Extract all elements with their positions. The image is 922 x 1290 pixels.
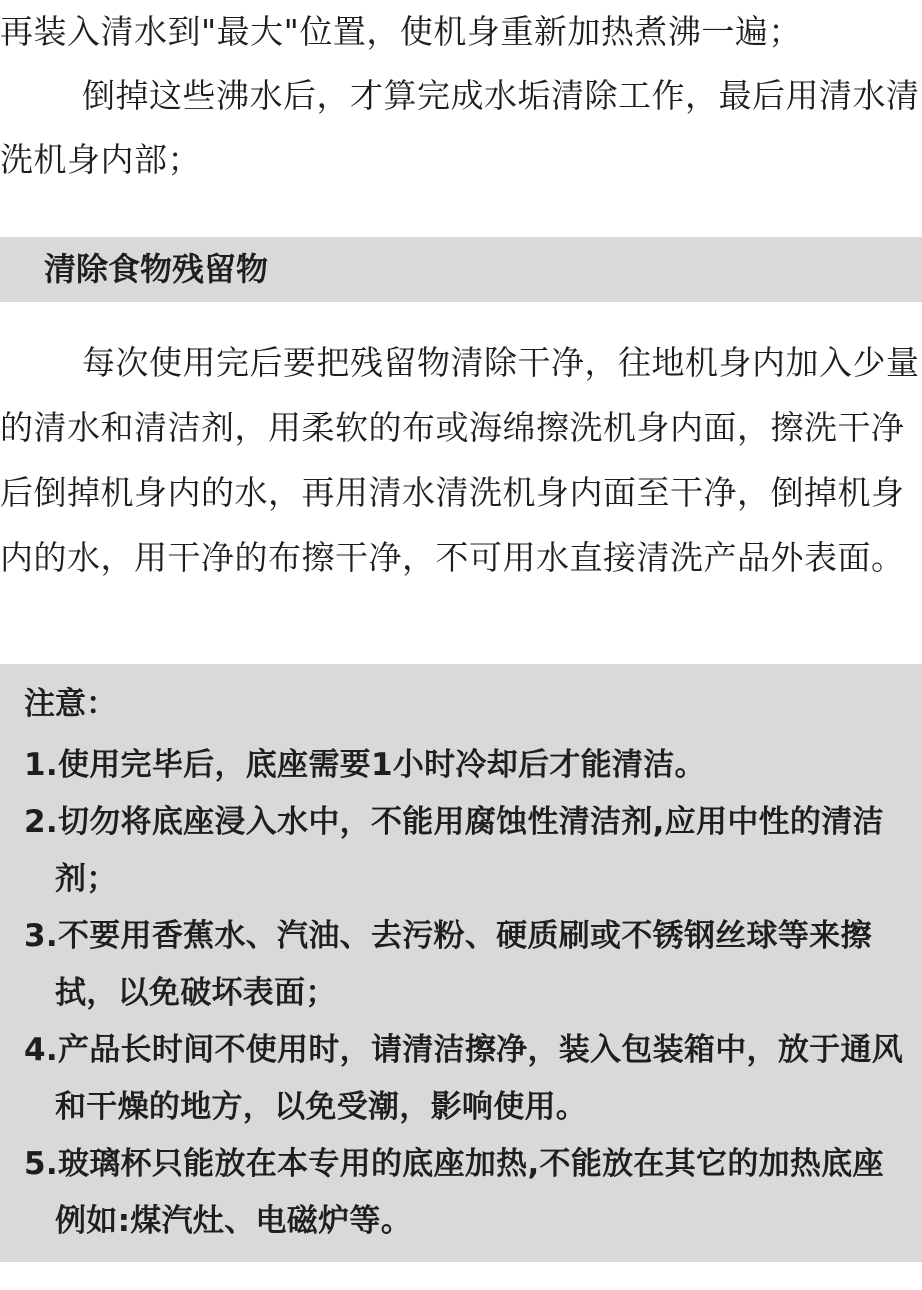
- notice-item: 4.产品长时间不使用时，请清洁擦净，装入包装箱中，放于通风和干燥的地方，以免受潮，影响使用。: [24, 1032, 904, 1125]
- notice-item: 5.玻璃杯只能放在本专用的底座加热,不能放在其它的加热底座例如:煤汽灶、电磁炉等。: [24, 1146, 884, 1239]
- section-title: 清除食物残留物: [44, 250, 269, 288]
- notice-item: 3.不要用香蕉水、汽油、去污粉、硬质刷或不锈钢丝球等来擦拭，以免破坏表面；: [24, 918, 872, 1011]
- section-body-paragraph: 每次使用完后要把残留物清除干净，往地机身内加入少量的清水和清洁剂，用柔软的布或海绵擦洗机身内面，擦洗干净后倒掉机身内的水，再用清水清洗机身内面至干净，倒掉机身内的水，用干净的布擦干净，不可用水直接清洗产品外表面。: [0, 343, 920, 577]
- notice-panel: [0, 664, 922, 1262]
- intro-line: 再装入清水到"最大"位置，使机身重新加热煮沸一遍；: [0, 12, 802, 51]
- section-header-bar: [0, 237, 922, 302]
- notice-list: [24, 737, 904, 1250]
- notice-item: 2.切勿将底座浸入水中，不能用腐蚀性清洁剂,应用中性的清洁剂；: [24, 804, 884, 897]
- intro-text: [0, 0, 922, 192]
- notice-title: 注意：: [24, 686, 117, 722]
- intro-paragraph: 倒掉这些沸水后，才算完成水垢清除工作，最后用清水清洗机身内部；: [0, 76, 920, 179]
- notice-item: 1.使用完毕后，底座需要1小时冷却后才能清洁。: [24, 747, 706, 783]
